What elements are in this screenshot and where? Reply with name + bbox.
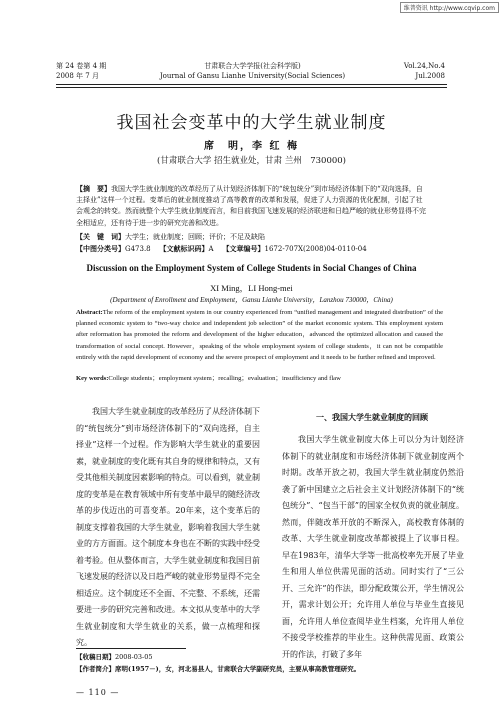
volume-label: Vol.24,No.4 — [403, 62, 445, 70]
english-abstract-label: Abstract: — [76, 309, 103, 316]
header-left — [56, 61, 106, 81]
section-heading: 一、我国大学生就业制度的回顾 — [316, 412, 428, 422]
doc-code-value: A — [208, 245, 214, 253]
article-no-label: 【文章编号】 — [222, 244, 265, 253]
english-authors: XI Ming，LI Hong-mei — [210, 283, 293, 293]
month-label: Jul.2008 — [415, 72, 445, 80]
abstract-cn — [76, 183, 427, 229]
header-center — [150, 61, 355, 81]
footnote-author — [76, 664, 443, 674]
author-bio-text: 席明(1957－)，女，河北易县人，甘肃联合大学副研究员，主要从事高教管理研究。 — [115, 665, 361, 673]
footnote-received — [76, 652, 443, 662]
page-number: — 110 — — [76, 688, 120, 697]
date-label: 2008 年 7 月 — [56, 72, 99, 80]
article-no-value: 1672-707X(2008)04-0110-04 — [264, 245, 367, 253]
issue-label: 第 24 卷第 4 期 — [56, 62, 107, 70]
abstract-label: 【摘 要】 — [76, 184, 111, 193]
english-title: Discussion on the Employment System of College Students in Social Changes of China — [86, 263, 417, 273]
keywords-text: 大学生；就业制度；回顾；评价；不足及缺陷 — [125, 233, 265, 241]
abstract-text: 我国大学生就业制度的改革经历了从计划经济体制下的“统包统分”到市场经济体制下的“双向选择，自主择业”这样一个过程。变革后的就业制度推动了高等教育的改革和发展，促进了人力资源的优化配制，引起了社会观念的转变。然而就整个大学生就业制度而言，和目前我国飞速发展的经济联进和日趋严峻的就业形势显得不完全相适应，还有待于进一步的研究完善和改进。 — [76, 185, 426, 227]
doc-code-label: 【文献标识码】 — [159, 244, 209, 253]
english-keywords-text: College students；employment system；recalling；evaluation；insufficiency and flaw — [108, 375, 341, 382]
clc-label: 【中图分类号】 — [76, 244, 125, 253]
footnote-rule — [76, 648, 186, 649]
paper-title: 我国社会变革中的大学生就业制度 — [116, 113, 387, 133]
header-rule-bottom — [56, 87, 447, 88]
body-left-column: 我国大学生就业制度的改革经历了从经济体制下的“统包统分”到市场经济体制下的“双向选择，自主择业”这样一个过程。作为影响大学生就业的重要因素，就业制度的变化既有其自身的规律和特点，又有受其他相关制度因素影响的特点。可以看到，就业制度的变革是在教育领域中所有变革中最早的随经济改革的步伐迈出的可喜变革。20年来，这个变革后的制度支撑着我国的大学生就业，影响着我国大学生就业的方方面面。这个制度本身也在不断的实践中经受着考验。但从整体而言，大学生就业制度和我国目前飞速发展的经济以及日趋严峻的就业形势显得不完全相适应。这个制度还不全面、不完整、不系统，还需要进一步的研究完善和改进。本文拟从变革中的大学生就业制度和大学生就业的关系，做一点梳理和探究。 — [76, 407, 260, 647]
english-keywords — [76, 374, 443, 384]
author-bio-label: 【作者简介】 — [76, 665, 115, 673]
keywords-label: 【关 键 词】 — [76, 232, 125, 241]
watermark: 维普资讯 http://www.cqvip.com — [400, 2, 499, 13]
journal-en: Journal of Gansu Lianhe University(Social Sciences) — [159, 72, 346, 80]
received-date: 2008-03-05 — [115, 653, 153, 661]
classification-line — [76, 244, 443, 254]
header-rule-top — [56, 84, 447, 85]
paper-affiliation: (甘肃联合大学 招生就业处，甘肃 兰州 730000) — [157, 156, 346, 166]
header-right — [404, 61, 445, 81]
body-right-column: 我国大学生就业制度大体上可以分为计划经济体制下的就业制度和市场经济体制下就业制度两个时期。改革开放之初，我国大学生就业制度仍然沿袭了新中国建立之后社会主义计划经济体制下的“统包统分”、“包当干部”的国家全权负责的就业制度。然而，伴随改革开放的不断深入，高校教育体制的改革、大学生就业制度改革都被提上了议事日程。早在1983年，清华大学等一批高校率先开展了毕业生和用人单位供需见面的活动。同时实行了“三公开、三允许”的作法，即分配政策公开，学生情况公开，需求计划公开；允许用人单位与毕业生直接见面，允许用人单位查阅毕业生档案，允许用人单位不接受学校推荐的毕业生。这种供需见面、政策公开的作法，打破了多年 — [282, 435, 464, 659]
english-affiliation: (Department of Enrollment and Employment，Gansu Lianhe University，Lanzhou 730000，China) — [110, 296, 393, 304]
english-keywords-label: Key words: — [76, 375, 109, 382]
journal-cn: 甘肃联合大学学报(社会科学版) — [204, 62, 301, 70]
english-abstract-text: The reform of the employment system in our country experienced from “unified management and integrated distribution” of the planned economic system to “two-way choice and independent job selection” of the market economic system. This employment system after reformation has promoted the reform and development of the higher education，advanced the optimized allocation and caused the transformation of social concept. However，speaking of the whole employment system of college students，it can not be compatible entirely with the rapid development of economy and the severe prospect of employment and it needs to be further refined and improved. — [76, 309, 443, 361]
keywords-cn — [76, 232, 443, 242]
english-abstract — [76, 307, 443, 363]
received-label: 【收稿日期】 — [76, 653, 115, 661]
paper-authors: 席 明，李 红 梅 — [204, 141, 299, 152]
clc-value: G473.8 — [125, 245, 151, 253]
